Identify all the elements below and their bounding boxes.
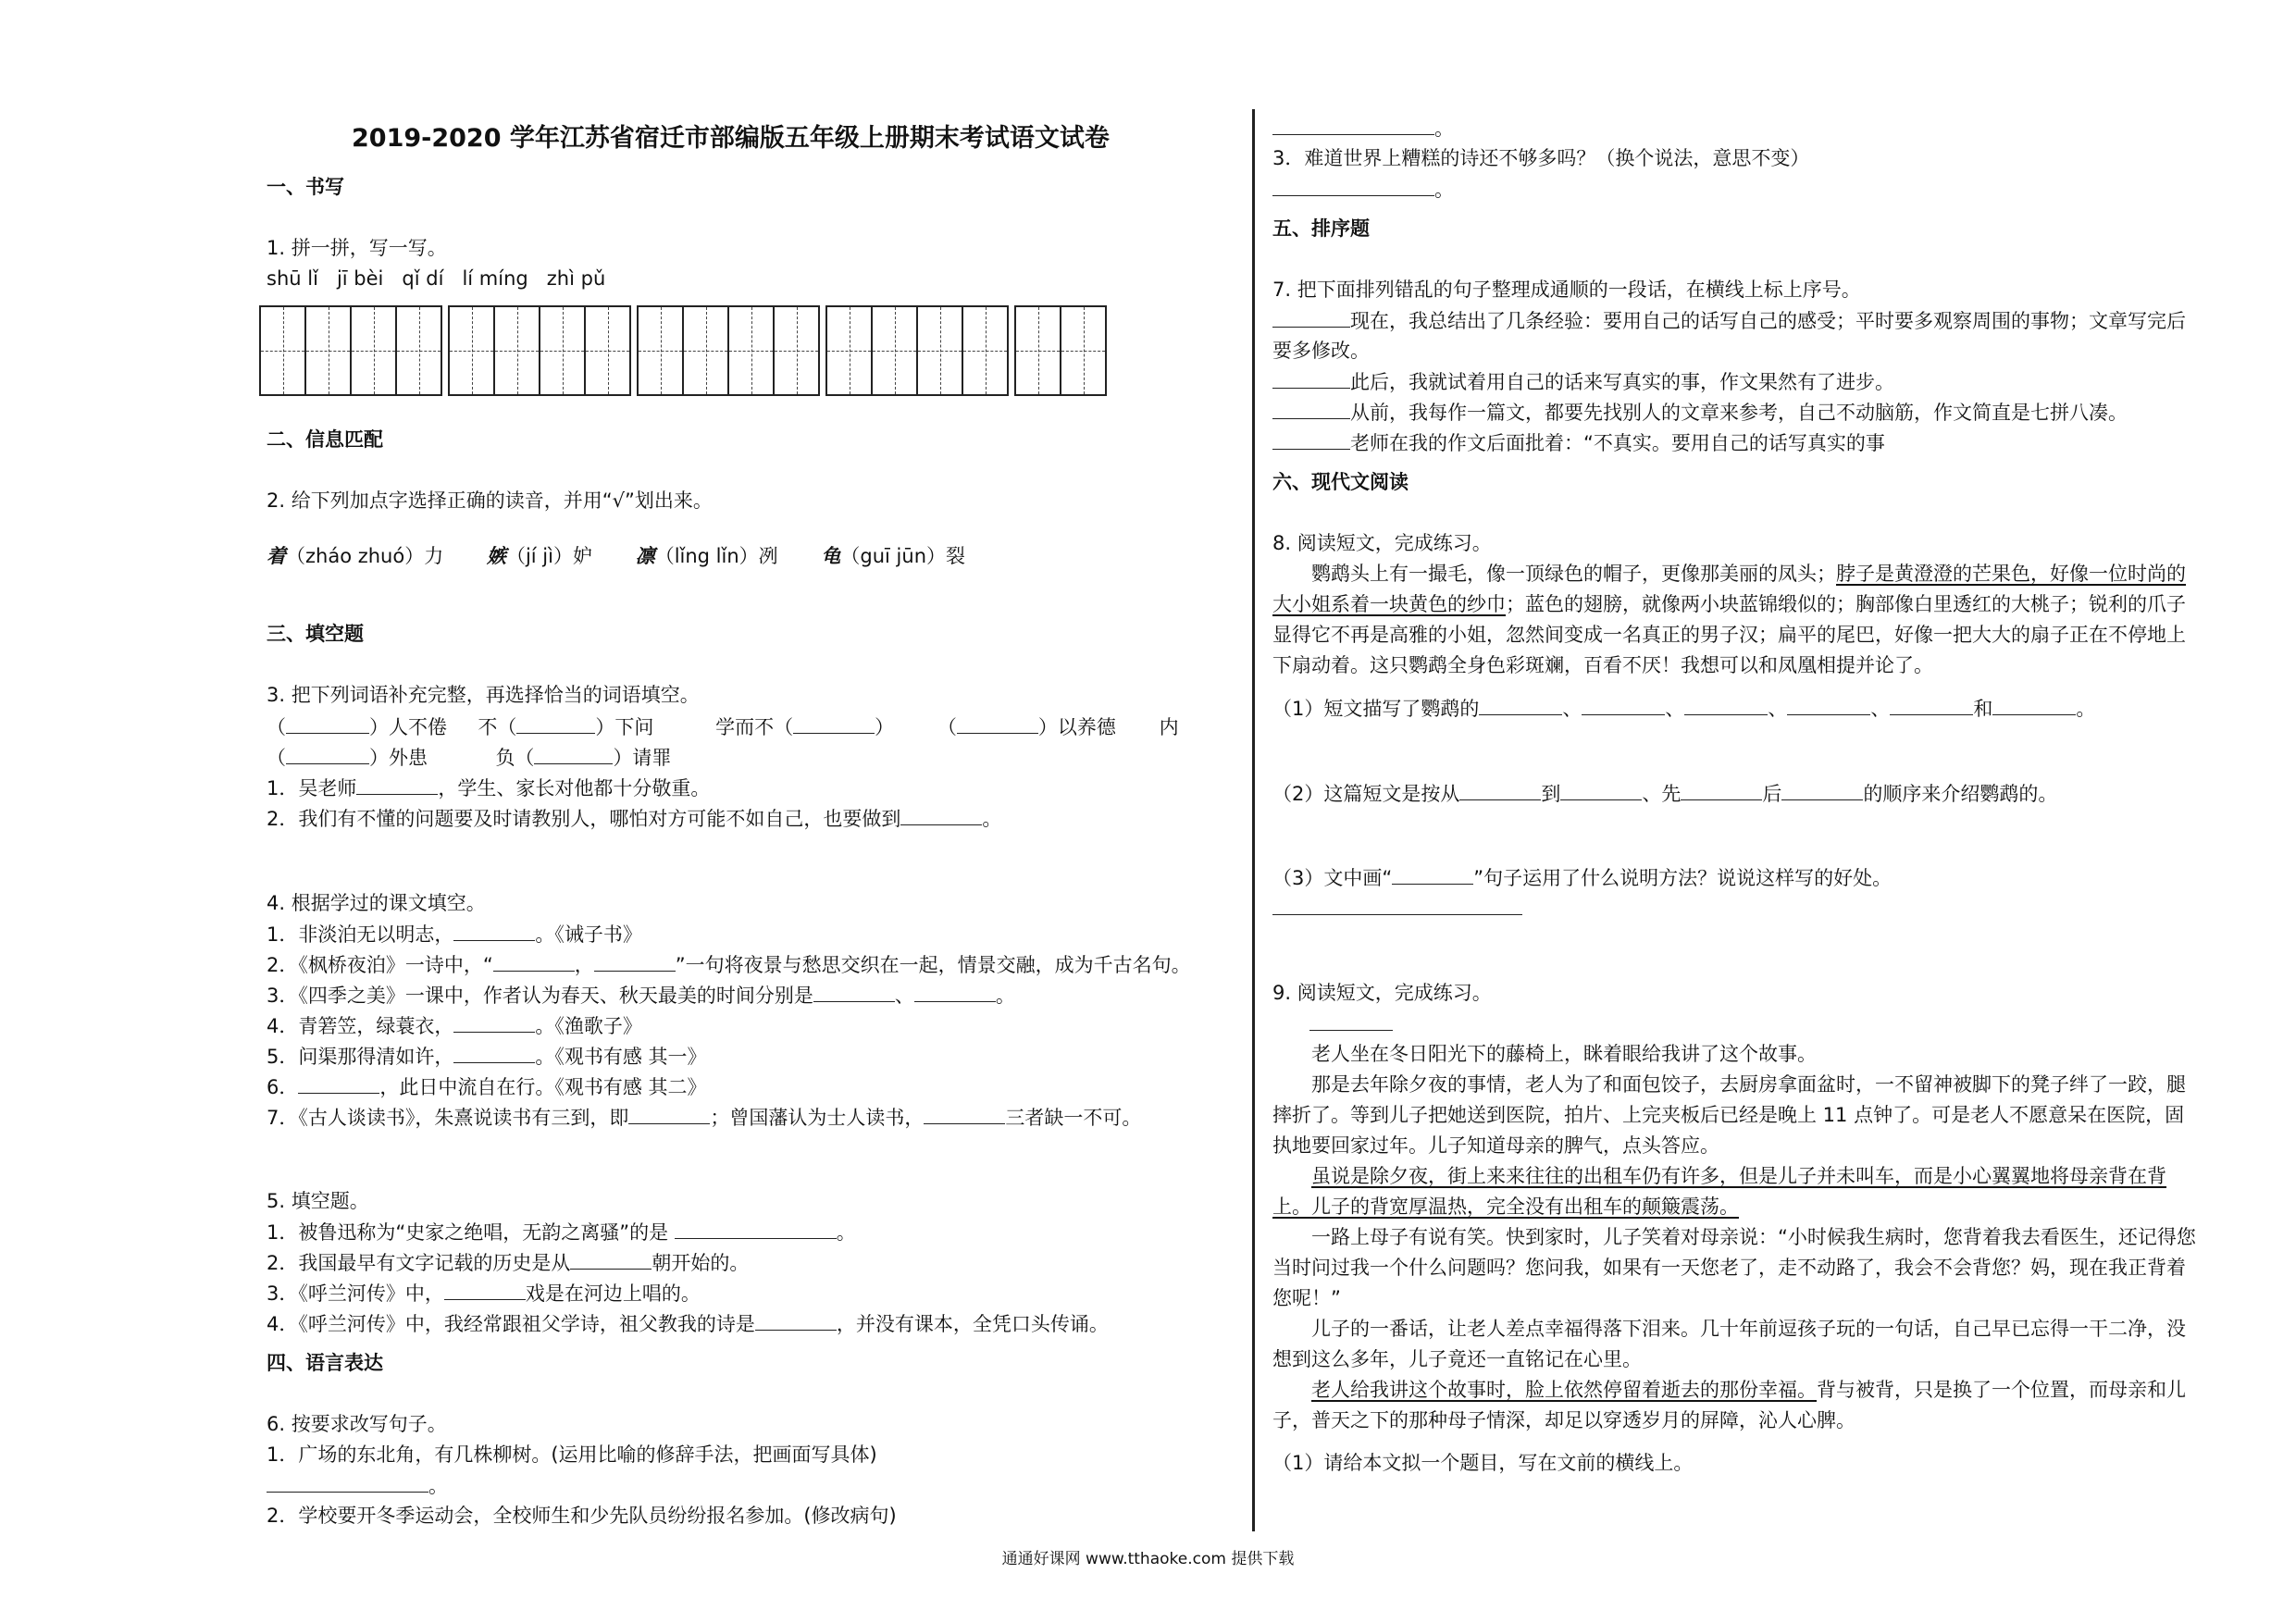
page-title: 2019-2020 学年江苏省宿迁市部编版五年级上册期末考试语文试卷 [352,124,1110,153]
section-matching: 二、信息匹配 [267,428,383,451]
blank[interactable] [957,714,1038,734]
section-fill-blank: 三、填空题 [267,623,364,645]
blank[interactable] [1309,1011,1393,1031]
question-6-3: 3．难道世界上糟糕的诗还不够多吗？（换个说法，意思不变） [1272,147,1810,169]
pinyin-row [267,266,605,291]
question-5: 5. 填空题。 [267,1190,369,1212]
blank[interactable] [1459,781,1541,800]
passage-9-line: 子，普天之下的那种母子情深，却足以穿透岁月的屏障，沁人心脾。 [1272,1409,1855,1431]
blank[interactable] [493,952,575,972]
pronunciation-option[interactable]: （zháo zhuó）力 [286,545,444,567]
question-5-3: 3．《呼兰河传》中， 戏是在河边上唱的。 [267,1282,701,1305]
answer-line-6-3: 。 [1272,177,1454,202]
question-7: 7. 把下面排列错乱的句子整理成通顺的一段话，在横线上标上序号。 [1272,279,1861,301]
question-3-row1: （ ）人不倦 不（ ）下问 学而不（ ） （ ）以养德 内 [267,716,1179,738]
blank[interactable] [1787,696,1870,715]
pronunciation-option[interactable]: （lǐng lǐn）冽 [654,545,778,567]
question-3-1: 1．吴老师 ，学生、家长对他都十分敬重。 [267,777,711,799]
order-blank[interactable] [1272,400,1350,419]
passage-9-line-underlined: 虽说是除夕夜，街上来来往往的出租车仍有许多，但是儿子并未叫车，而是小心翼翼地将母亲背在背 [1311,1165,2166,1187]
order-item-1: 现在，我总结出了几条经验：要用自己的话写自己的感受；平时要多观察周围的事物；文章写完后 [1272,308,2186,333]
passage-9-line: 那是去年除夕夜的事情，老人为了和面包饺子，去厨房拿面盆时，一不留神被脚下的凳子绊了一跤，腿 [1311,1073,2186,1096]
order-item-1-cont: 要多修改。 [1272,340,1370,362]
blank[interactable] [1479,696,1562,715]
question-6: 6. 按要求改写句子。 [267,1413,447,1435]
passage-9-line: 想到这么多年，儿子竟还一直铭记在心里。 [1272,1348,1642,1370]
question-4: 4. 根据学过的课文填空。 [267,892,486,914]
order-blank[interactable] [1272,308,1350,328]
blank[interactable] [755,1311,837,1331]
order-item-4: 老师在我的作文后面批着：“不真实。要用自己的话写真实的事 [1272,430,1885,455]
blank[interactable] [267,1473,428,1493]
question-8-2: （2）这篇短文是按从 到 、先 后 的顺序来介绍鹦鹉的。 [1272,783,2058,805]
question-8-1: （1）短文描写了鹦鹉的 、 、 、 、 和 。 [1272,698,2096,720]
grid-word-2[interactable] [448,305,631,396]
passage-9-line-underlined: 上。儿子的背宽厚温热，完全没有出租车的颠簸震荡。 [1272,1196,1739,1218]
passage-8-line: 鹦鹉头上有一撮毛，像一顶绿色的帽子，更像那美丽的凤头；脖子是黄澄澄的芒果色，好像一位时尚的 [1311,563,2186,585]
passage-9-line: 您呢！” [1272,1287,1341,1309]
blank[interactable] [900,806,982,825]
underlined-sentence: 大小姐系着一块黄色的纱巾 [1272,593,1506,615]
passage-9-line: 执地要回家过年。儿子知道母亲的脾气，点头答应。 [1272,1134,1719,1157]
pinyin-1: shū lǐ [267,267,318,290]
section-language: 四、语言表达 [267,1352,383,1374]
pronunciation-option[interactable]: （jí jì）妒 [505,545,592,567]
question-4-6: 6． ，此日中流自在行。《观书有感 其二》 [267,1076,707,1098]
passage-8-line: 显得它不再是高雅的小姐，忽然间变成一名真正的男子汉；扁平的尾巴，好像一把大大的扇子正在不停地上 [1272,624,2186,646]
pinyin-2: jī bèi [336,267,384,290]
blank[interactable] [1392,865,1473,885]
blank[interactable] [356,775,438,795]
answer-line-6-1: 。 [267,1473,448,1498]
title-blank-9 [1309,1011,1393,1036]
blank[interactable] [453,1013,535,1033]
order-item-3: 从前，我每作一篇文，都要先找别人的文章来参考，自己不动脑筋，作文简直是七拼八凑。 [1272,400,2128,425]
blank[interactable] [1272,896,1522,915]
passage-9-line: 老人坐在冬日阳光下的藤椅上，眯着眼给我讲了这个故事。 [1311,1043,1817,1065]
blank[interactable] [594,952,676,972]
blank[interactable] [298,1074,379,1094]
blank[interactable] [516,714,595,734]
dotted-char: 凛 [635,545,655,567]
grid-word-3[interactable] [637,305,820,396]
dotted-char: 龟 [821,545,841,567]
blank[interactable] [1272,177,1434,196]
blank[interactable] [286,745,369,764]
passage-8-line: 大小姐系着一块黄色的纱巾；蓝色的翅膀，就像两小块蓝锦缎似的；胸部像白里透红的大桃子；锐利的爪子 [1272,593,2186,615]
pinyin-4: lí míng [462,267,528,290]
underlined-sentence: 脖子是黄澄澄的芒果色，好像一位时尚的 [1836,563,2186,585]
blank[interactable] [1684,696,1768,715]
question-4-1: 1．非淡泊无以明志， 。《诫子书》 [267,923,642,946]
answer-line-6-2: 。 [1272,116,1454,141]
question-5-2: 2．我国最早有文字记载的历史是从 朝开始的。 [267,1252,750,1274]
question-5-1: 1．被鲁迅称为“史家之绝唱，无韵之离骚”的是 。 [267,1221,856,1244]
blank[interactable] [1890,696,1973,715]
question-2: 2. 给下列加点字选择正确的读音，并用“√”划出来。 [267,489,713,512]
order-blank[interactable] [1272,430,1350,450]
blank[interactable] [286,714,369,734]
question-4-2: 2．《枫桥夜泊》一诗中，“ ， ”一句将夜景与愁思交织在一起，情景交融，成为千古名句。 [267,954,1191,976]
order-item-2: 此后，我就试着用自己的话来写真实的事，作文果然有了进步。 [1272,369,1894,394]
section-reading: 六、现代文阅读 [1272,471,1409,493]
pinyin-5: zhì pǔ [546,267,606,290]
question-1: 1. 拼一拼，写一写。 [267,237,447,259]
question-6-2: 2．学校要开冬季运动会，全校师生和少先队员纷纷报名参加。(修改病句) [267,1505,897,1527]
underlined-sentence: 老人给我讲这个故事时，脸上依然停留着逝去的那份幸福。 [1311,1379,1817,1401]
passage-9-line: 一路上母子有说有笑。快到家时，儿子笑着对母亲说：“小时候我生病时，您背着我去看医生，还记得您 [1311,1226,2196,1248]
blank[interactable] [453,922,535,941]
blank[interactable] [1582,696,1665,715]
order-blank[interactable] [1272,369,1350,389]
question-4-3: 3．《四季之美》一课中，作者认为春天、秋天最美的时间分别是 、 。 [267,985,1015,1007]
section-writing: 一、书写 [267,176,344,198]
blank[interactable] [813,983,895,1002]
blank[interactable] [924,1105,1005,1124]
question-9-1: （1）请给本文拟一个题目，写在文前的横线上。 [1272,1452,1694,1474]
passage-9-line: 摔折了。等到儿子把她送到医院，拍片、上完夹板后已经是晚上 11 点钟了。可是老人不愿意呆在医院，固 [1272,1104,2185,1126]
question-4-7: 7．《古人谈读书》，朱熹说读书有三到，即 ；曾国藩认为士人读书， 三者缺一不可。 [267,1107,1142,1129]
pronunciation-option[interactable]: （guī jūn）裂 [840,545,966,567]
question-8-3: （3）文中画“ ”句子运用了什么说明方法？说说这样写的好处。 [1272,867,1893,889]
blank[interactable] [1992,696,2076,715]
grid-word-1[interactable] [259,305,442,396]
pinyin-3: qǐ dí [402,267,444,290]
blank[interactable] [628,1105,710,1124]
dotted-char: 着 [267,545,286,567]
blank[interactable] [793,714,875,734]
passage-9-line: 老人给我讲这个故事时，脸上依然停留着逝去的那份幸福。背与被背，只是换了一个位置，而母亲和儿 [1311,1379,2186,1401]
question-9: 9. 阅读短文，完成练习。 [1272,982,1492,1004]
answer-line-8-3 [1272,896,1522,921]
blank[interactable] [1560,781,1642,800]
question-5-4: 4．《呼兰河传》中，我经常跟祖父学诗，祖父教我的诗是 ，并没有课本，全凭口头传诵。 [267,1313,1109,1335]
blank[interactable] [444,1281,526,1300]
footer-credit: 通通好课网 www.tthaoke.com 提供下载 [1001,1550,1295,1568]
question-4-4: 4．青箬笠，绿蓑衣， 。《渔歌子》 [267,1015,642,1037]
passage-9-line: 儿子的一番话，让老人差点幸福得落下泪来。几十年前逗孩子玩的一句话，自己早已忘得一干二净，没 [1311,1318,2186,1340]
grid-word-5[interactable] [1014,305,1107,396]
blank[interactable] [570,1250,652,1270]
passage-9-line: 当时问过我一个什么问题吗？您问我，如果有一天您老了，走不动路了，我会不会背您？妈，现在我正背着 [1272,1257,2186,1279]
question-6-1: 1．广场的东北角，有几株柳树。(运用比喻的修辞手法，把画面写具体) [267,1443,877,1466]
blank[interactable] [534,745,613,764]
blank[interactable] [675,1220,837,1239]
blank[interactable] [1681,781,1762,800]
grid-word-4[interactable] [825,305,1009,396]
blank[interactable] [1272,116,1434,135]
section-ordering: 五、排序题 [1272,217,1370,240]
passage-8-line: 下扇动着。这只鹦鹉全身色彩斑斓，百看不厌！我想可以和凤凰相提并论了。 [1272,654,1933,676]
blank[interactable] [1781,781,1863,800]
writing-grid [259,305,1107,396]
column-divider [1252,109,1255,1531]
blank[interactable] [914,983,996,1002]
question-3-2: 2．我们有不懂的问题要及时请教别人，哪怕对方可能不如自己，也要做到 。 [267,808,1002,830]
dotted-char: 嫉 [486,545,506,567]
question-2-items [267,544,965,568]
question-8: 8. 阅读短文，完成练习。 [1272,532,1492,554]
question-4-5: 5．问渠那得清如许， 。《观书有感 其一》 [267,1046,707,1068]
question-3: 3. 把下列词语补充完整，再选择恰当的词语填空。 [267,684,700,706]
blank[interactable] [453,1044,535,1063]
question-3-row2: （ ）外患 负（ ）请罪 [267,747,672,769]
